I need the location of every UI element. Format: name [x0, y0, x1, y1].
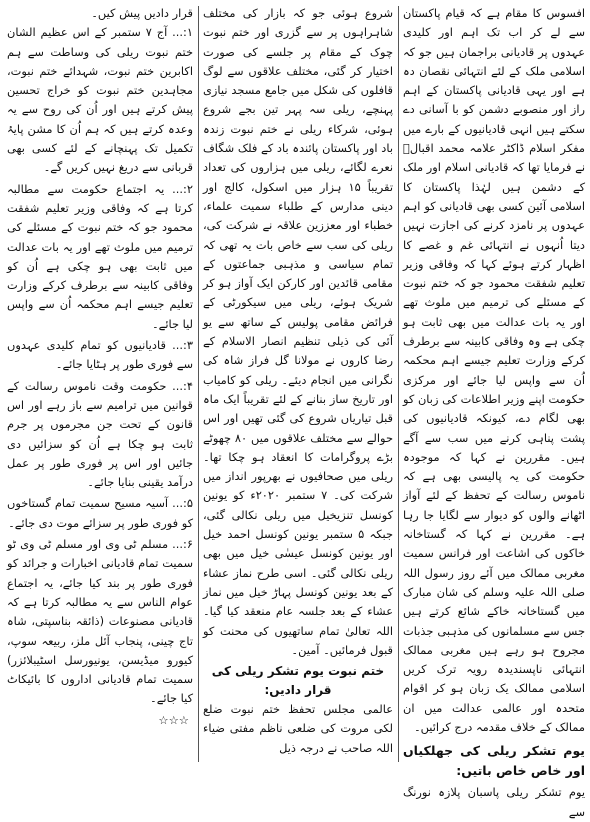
resolution-item: ۴:... حکومت وقت ناموس رسالت کے قوانین میں ترامیم سے باز رہے اور اس قانون کے تحت جن مجرموں پر جرم ثابت ہو چکا ہے اُن کو سزائیں دی جائیں اور اس پر فوری طور پر عمل درآمد یقینی بنایا جائے۔	[7, 378, 193, 490]
resolution-item: ۲:... یہ اجتماع حکومت سے مطالبہ کرتا ہے کہ وفاقی وزیر تعلیم شفقت محمود جو کہ ختم نبوت کے مسئلے کی ترمیم میں ملوث تھے اور یہ بات عدالت میں ثابت بھی ہو چکی ہے اُن کو وفاقی کابینہ سے برطرف کرکے وزارت تعلیم جیسے اہم محکمہ اُن سے واپس لیا جائے۔	[7, 181, 193, 331]
rally-highlights-heading: یوم تشکر ریلی کی جھلکیاں اور خاص خاص باتیں:	[403, 743, 585, 779]
article-column-middle	[200, 4, 396, 764]
column-1-paragraph: افسوس کا مقام ہے کہ قیام پاکستان سے لے کر اب تک اہم اور کلیدی عہدوں پر قادیانی براجمان ہیں جو کہ اسلامی ملک کے لئے انتہائی نقصان دہ ہے اور یہی قادیانی پاکستان کے اہم راز اور منصوبے دشمن کو با آسانی دے سکتے ہیں انہی قادیانیوں کے بارے میں مفکر اسلام ڈاکٹر علامہ محمد اقبالؒ نے فرمایا تھا کہ قادیانی اسلام اور ملک کے دشمن ہیں لہٰذا پاکستان کا اسلامی آئین کسی بھی قادیانی کو اہم عہدوں پر نامزد کرنے کی اجازت نہیں دیتا اُنہوں نے انتہائی غم و غصے کا اظہار کرتے ہوئے کہا کہ وفاقی وزیر تعلیم شفقت محمود جو کہ ختم نبوت کے مسئلے کی ترمیم میں ملوث تھے اور یہ بات عدالت میں بھی ثابت ہو چکی ہے وہ وفاقی کابینہ سے برطرف کرکے وزارت تعلیم جیسے اہم محکمہ اُن سے واپس لیا جائے اور مرکزی حکومت اپنے وزیر اطلاعات کی زبان کو بھی لگام دے، کیونکہ قادیانیوں کی پشت پناہی کرنے میں سب سے آگے ہیں۔ مقررین نے کہا کہ موجودہ حکومت کی یہ پالیسی بھی ہے کہ ناموس رسالت کے تحفظ کے لئے آواز اٹھانے والوں کو دیوار سے لگایا جا رہا ہے۔ مقررین نے کہا کہ گستاخانہ خاکوں کی اشاعت اور فرانس سمیت مغربی ممالک میں آئے روز رسول اللہ صلی اللہ علیہ وسلم کی شان مبارک میں گستاخانہ خاکے شائع کرتے ہیں جس سے مسلمانوں کی مذہبی جذبات مجروح ہو رہے ہیں مغربی ممالک انتہائی ناپسندیدہ رویہ ترک کریں اسلامی ممالک یک زبان ہو کر اقوام متحدہ اور عالمی عدالت میں ان ممالک کے خلاف مقدمہ درج کرائیں۔	[403, 6, 585, 734]
column-1-paragraph-2: یوم تشکر ریلی پاسبان پلازہ نورنگ سے	[403, 785, 585, 819]
article-column-left	[4, 4, 196, 764]
resolution-item: ۱:... آج ۷ ستمبر کے اس عظیم الشان ختم نبوت ریلی کی وساطت سے ہم اکابرین ختم نبوت، شہدائے ختم نبوت، مجاہدین ختم نبوت کو خراج تحسین پیش کرتے ہیں اور اُن کی روح سے یہ وعدہ کرتے ہیں کہ ہم اُن کا مشن پایۂ تکمیل تک پہنچانے کے لئے کسی بھی قربانی سے دریغ نہیں کریں گے۔	[7, 25, 193, 175]
resolutions-heading: ختم نبوت یوم تشکر ریلی کی قرار دادیں:	[211, 664, 385, 698]
column-divider	[198, 6, 199, 762]
column-2-paragraph: شروع ہوئی جو کہ بازار کی مختلف شاہراہوں پر سے گزری اور ختم نبوت چوک کے مقام پر جلسے کی صورت اختیار کر گئی، مختلف علاقوں سے لوگ قافلوں کی شکل میں جامع مسجد نیازی پہنچے، ریلی سہ پہر تین بجے شروع ہوئی، شرکاء ریلی نے ختم نبوت زندہ باد اور پاکستان پائندہ باد کے فلک شگاف نعرے لگائے، ریلی میں ہزاروں کی تعداد تقریباً ۱۵ ہزار میں اسکول، کالج اور دینی مدارس کے طلباء سمیت علماء، خطباء اور معززین علاقہ نے شرکت کی، ریلی کی سب سے خاص بات یہ تھی کہ تمام سیاسی و مذہبی جماعتوں کے مقامی قائدین اور کارکن ایک آواز ہو کر شریک ہوئے، ریلی میں سیکورٹی کے فرائض مقامی پولیس کے ساتھ سے یو آئی کی ذیلی تنظیم انصار الاسلام کے رضا کاروں نے مولانا گل فراز شاہ کی نگرانی میں انجام دیئے۔ ریلی کو کامیاب اور تاریخ ساز بنانے کے لئے تقریباً ایک ماہ قبل تیاریاں شروع کی گئی تھیں اور اس حوالے سے مختلف علاقوں میں ۸۰ چھوٹے بڑے پروگرامات کا انعقاد ہو چکا تھا۔ ریلی میں صحافیوں نے بھرپور انداز میں شرکت کی۔ ۷ ستمبر ۲۰۲۰ء کو یونین کونسل تنزیخیل میں ریلی نکالی گئی، جبکہ ۵ ستمبر یونین کونسل احمد خیل اور یونین کونسل عیسٰی خیل میں بھی ریلی نکالی گئی۔ اسی طرح نماز عشاء کے بعد یونین کونسل پہاڑ خیل میں نماز عشاء کے بعد جلسہ عام منعقد کیا گیا۔ اللہ تعالیٰ تمام ساتھیوں کی محنت کو قبول فرمائیں۔ آمین۔	[203, 6, 393, 657]
column-divider	[398, 6, 399, 762]
column-3-intro: قرار دادیں پیش کیں۔	[91, 6, 193, 20]
resolution-item: ۶:... مسلم ٹی وی اور مسلم ٹی وی ٹو سمیت تمام قادیانی اخبارات و جرائد کو فوری طور پر بند کیا جائے، یہ اجتماع عوام الناس سے یہ مطالبہ کرتا ہے کہ قادیانی مصنوعات (ذائقہ بناسپتی، شاہ تاج چینی، پنجاب آئل ملز، ربیعہ سوپ، کیورو میڈیسن، یونیورسل اسٹیبلائزر) سمیت تمام قادیانی اداروں کا بائیکاٹ کیا جائے۔	[7, 537, 193, 706]
article-column-right	[400, 4, 588, 819]
end-of-article-mark: ☆☆☆	[158, 712, 189, 727]
column-2-paragraph-2: عالمی مجلس تحفظ ختم نبوت ضلع لکی مروت کی ضلعی ناظم مفتی ضیاء اللہ صاحب نے درجہ ذیل	[203, 702, 393, 755]
resolution-item: ۵:... آسیہ مسیح سمیت تمام گستاخوں کو فوری طور پر سزائے موت دی جائے۔	[7, 496, 193, 530]
resolution-item: ۳:... قادیانیوں کو تمام کلیدی عہدوں سے فوری طور پر ہٹایا جائے۔	[7, 338, 193, 372]
